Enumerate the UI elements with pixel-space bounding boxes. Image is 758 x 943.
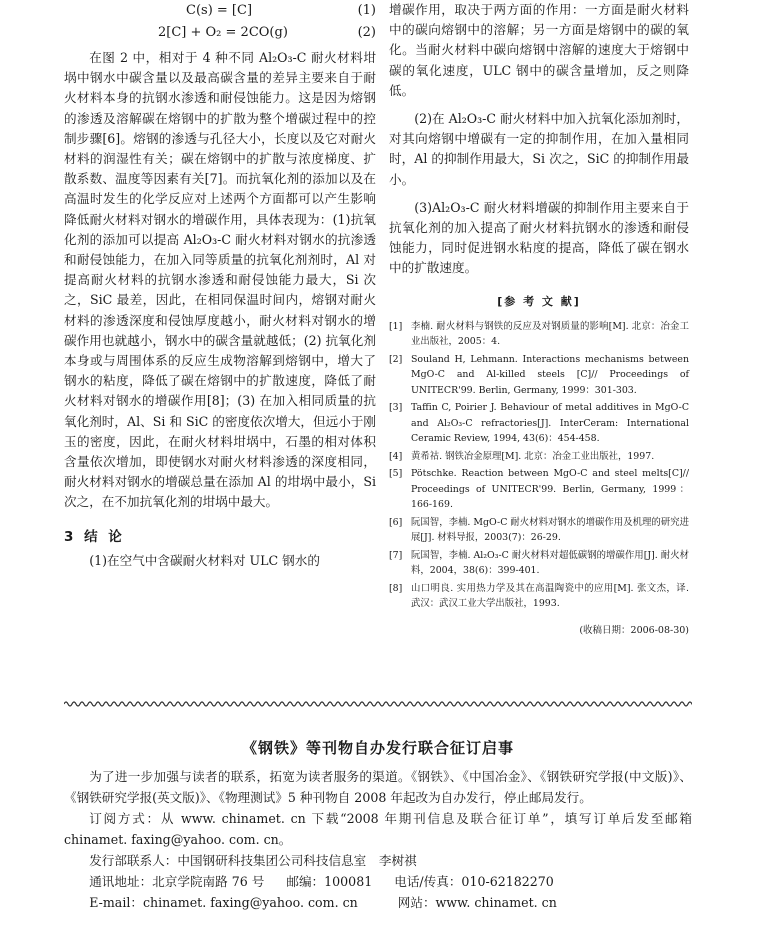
notice-contact: 发行部联系人：中国钢研科技集团公司科技信息室 李树祺 — [89, 853, 417, 868]
notice-paragraph: 为了进一步加强与读者的联系，拓宽为读者服务的渠道。《钢铁》、《中国冶金》、《钢铁研究学报(中文版)》、《钢铁研究学报(英文版)》、《物理测试》5 种刊物自 2008 年起改为自办发行，停止邮局发行。 — [64, 769, 692, 805]
body-paragraph: (1)在空气中含碳耐火材料对 ULC 钢水的 — [89, 552, 320, 568]
body-paragraph: 在图 2 中，相对于 4 种不同 Al₂O₃-C 耐火材料坩埚中钢水中碳含量以及最高碳含量的差异主要来自于耐火材料本身的抗钢水渗透和耐侵蚀能力。这是因为熔钢的渗透及溶解碳在熔钢中的扩散为整个增碳过程中的控制步骤[6]。熔钢的渗透与孔径大小，长度以及它对耐火材料的润湿性有关；碳在熔钢中的扩散与浓度梯度、扩散系数、温度等因素有关[7]。而抗氧化剂的添加以及在高温时发生的化学反应对上述两个方面都可以产生影响降低耐火材料对钢水的增碳作用，具体表现为：(1)抗氧化剂的添加可以提高 Al₂O₃-C 耐火材料对钢水的抗渗透和耐侵蚀能力，在加入同等质量的抗氧化剂剂时，Al 对提高耐火材料的抗钢水渗透和耐侵蚀能力最大，Si 次之，SiC 最差，因此，在相同保温时间内，熔钢对耐火材料的渗透深度和侵蚀厚度越小，耐火材料对钢水的增碳作用也就越小，钢水中的碳含量就越低；(2) 抗氧化剂本身或与周围体系的反应生成物溶解到熔钢中，增大了钢水的粘度，降低了碳在熔钢中的扩散速度，降低了耐火材料对钢水的增碳作用[8]；(3) 在加入相同质量的抗氧化剂时，Al、Si 和 SiC 的密度依次增大，但远小于刚玉的密度，因此，在耐火材料坩埚中，石墨的相对体积含量依次增加，即使钢水对耐火材料渗透的深度相同，耐火材料对钢水的增碳总量在添加 Al 的坩埚中最小，Si 次之，在不加抗氧化剂的坩埚中最大。 — [64, 50, 376, 510]
reference-number: [1] — [389, 320, 403, 332]
wavy-divider — [64, 700, 692, 708]
equation-2 — [64, 22, 376, 44]
right-column — [389, 0, 689, 636]
reference-item — [389, 466, 689, 513]
notice-email-row — [64, 892, 692, 913]
reference-text: 山口明良. 实用热力学及其在高温陶瓷中的应用[M]. 张文杰，译. 武汉：武汉工业大学出版社，1993. — [411, 582, 689, 610]
reference-text: 李楠. 耐火材料与钢铁的反应及对钢质量的影响[M]. 北京：冶金工业出版社，2005：4. — [411, 320, 689, 348]
reference-number: [2] — [389, 353, 403, 365]
reference-item — [389, 581, 689, 612]
reference-item — [389, 449, 689, 465]
equation-number: (1) — [357, 3, 376, 18]
section-heading: 3 结 论 — [64, 528, 122, 545]
notice-address: 通讯地址：北京学院南路 76 号 — [89, 874, 265, 889]
reference-list — [389, 319, 689, 612]
equation-formula: C(s) = [C] — [186, 3, 253, 18]
reference-item — [389, 548, 689, 579]
equation-number: (2) — [357, 25, 376, 40]
references-heading: [参 考 文 献] — [497, 294, 581, 308]
equation-formula: 2[C] + O₂ = 2CO(g) — [158, 25, 288, 40]
notice-paragraph: 订阅方式：从 www. chinamet. cn 下载“2008 年期刊信息及联合征订单”，填写订单后发至邮箱 chinamet. faxing@yahoo. com. cn。 — [64, 811, 692, 847]
equation-1 — [64, 0, 376, 22]
reference-item — [389, 352, 689, 399]
notice-website: 网站：www. chinamet. cn — [397, 895, 557, 910]
reference-item — [389, 400, 689, 447]
notice-phone: 电话/传真：010-62182270 — [394, 874, 554, 889]
body-paragraph: 增碳作用，取决于两方面的作用：一方面是耐火材料中的碳向熔钢中的溶解；另一方面是熔钢中的碳的氧化。当耐火材料中碳向熔钢中溶解的速度大于熔钢中碳的氧化速度，ULC 钢中的碳含量增加，反之则降低。 — [389, 2, 689, 98]
body-paragraph: (2)在 Al₂O₃-C 耐火材料中加入抗氧化添加剂时，对其向熔钢中增碳有一定的抑制作用，在加入量相同时，Al 的抑制作用最大，Si 次之，SiC 的抑制作用最小。 — [389, 111, 689, 187]
reference-text: Pötschke. Reaction between MgO-C and steel melts[C]// Proceedings of UNITECR'99. Berlin, Germany, 1999：166-169. — [411, 468, 689, 511]
body-paragraph: (3)Al₂O₃-C 耐火材料增碳的抑制作用主要来自于抗氧化剂的加入提高了耐火材料抗钢水的渗透和耐侵蚀能力，同时促进钢水粘度的提高，降低了碳在钢水中的扩散速度。 — [389, 199, 689, 276]
reference-number: [5] — [389, 468, 403, 480]
reference-text: Souland H, Lehmann. Interactions mechanisms between MgO-C and Al-killed steels [C]// Proceedings of UNITECR'99. Berlin, Germany, 1999：301-303. — [411, 353, 689, 396]
notice-title: 《钢铁》等刊物自办发行联合征订启事 — [241, 739, 514, 757]
notice-email: E-mail：chinamet. faxing@yahoo. com. cn — [89, 895, 358, 910]
notice-address-row — [64, 871, 692, 892]
reference-text: 黄希祜. 钢铁冶金原理[M]. 北京：冶金工业出版社，1997. — [411, 450, 655, 462]
left-column — [64, 0, 376, 571]
reference-number: [6] — [389, 516, 403, 528]
reference-text: 阮国智，李楠. MgO-C 耐火材料对钢水的增碳作用及机理的研究进展[J]. 材料导报，2003(7)：26-29. — [411, 516, 689, 544]
notice-body — [64, 766, 692, 913]
reference-item — [389, 515, 689, 546]
reference-text: Taffin C, Poirier J. Behaviour of metal additives in MgO-C and Al₂O₃-C refractories[J]. InterCeram: International Ceramic Review, 1994, 43(6)：454-458. — [411, 402, 689, 445]
reference-text: 阮国智，李楠. Al₂O₃-C 耐火材料对超低碳钢的增碳作用[J]. 耐火材料，2004，38(6)：399-401. — [411, 549, 689, 577]
received-date: (收稿日期：2006-08-30) — [579, 624, 689, 636]
reference-item — [389, 319, 689, 350]
reference-number: [4] — [389, 450, 403, 462]
reference-number: [8] — [389, 582, 403, 594]
notice-postcode: 邮编：100081 — [286, 874, 373, 889]
reference-number: [7] — [389, 549, 403, 561]
reference-number: [3] — [389, 402, 403, 414]
